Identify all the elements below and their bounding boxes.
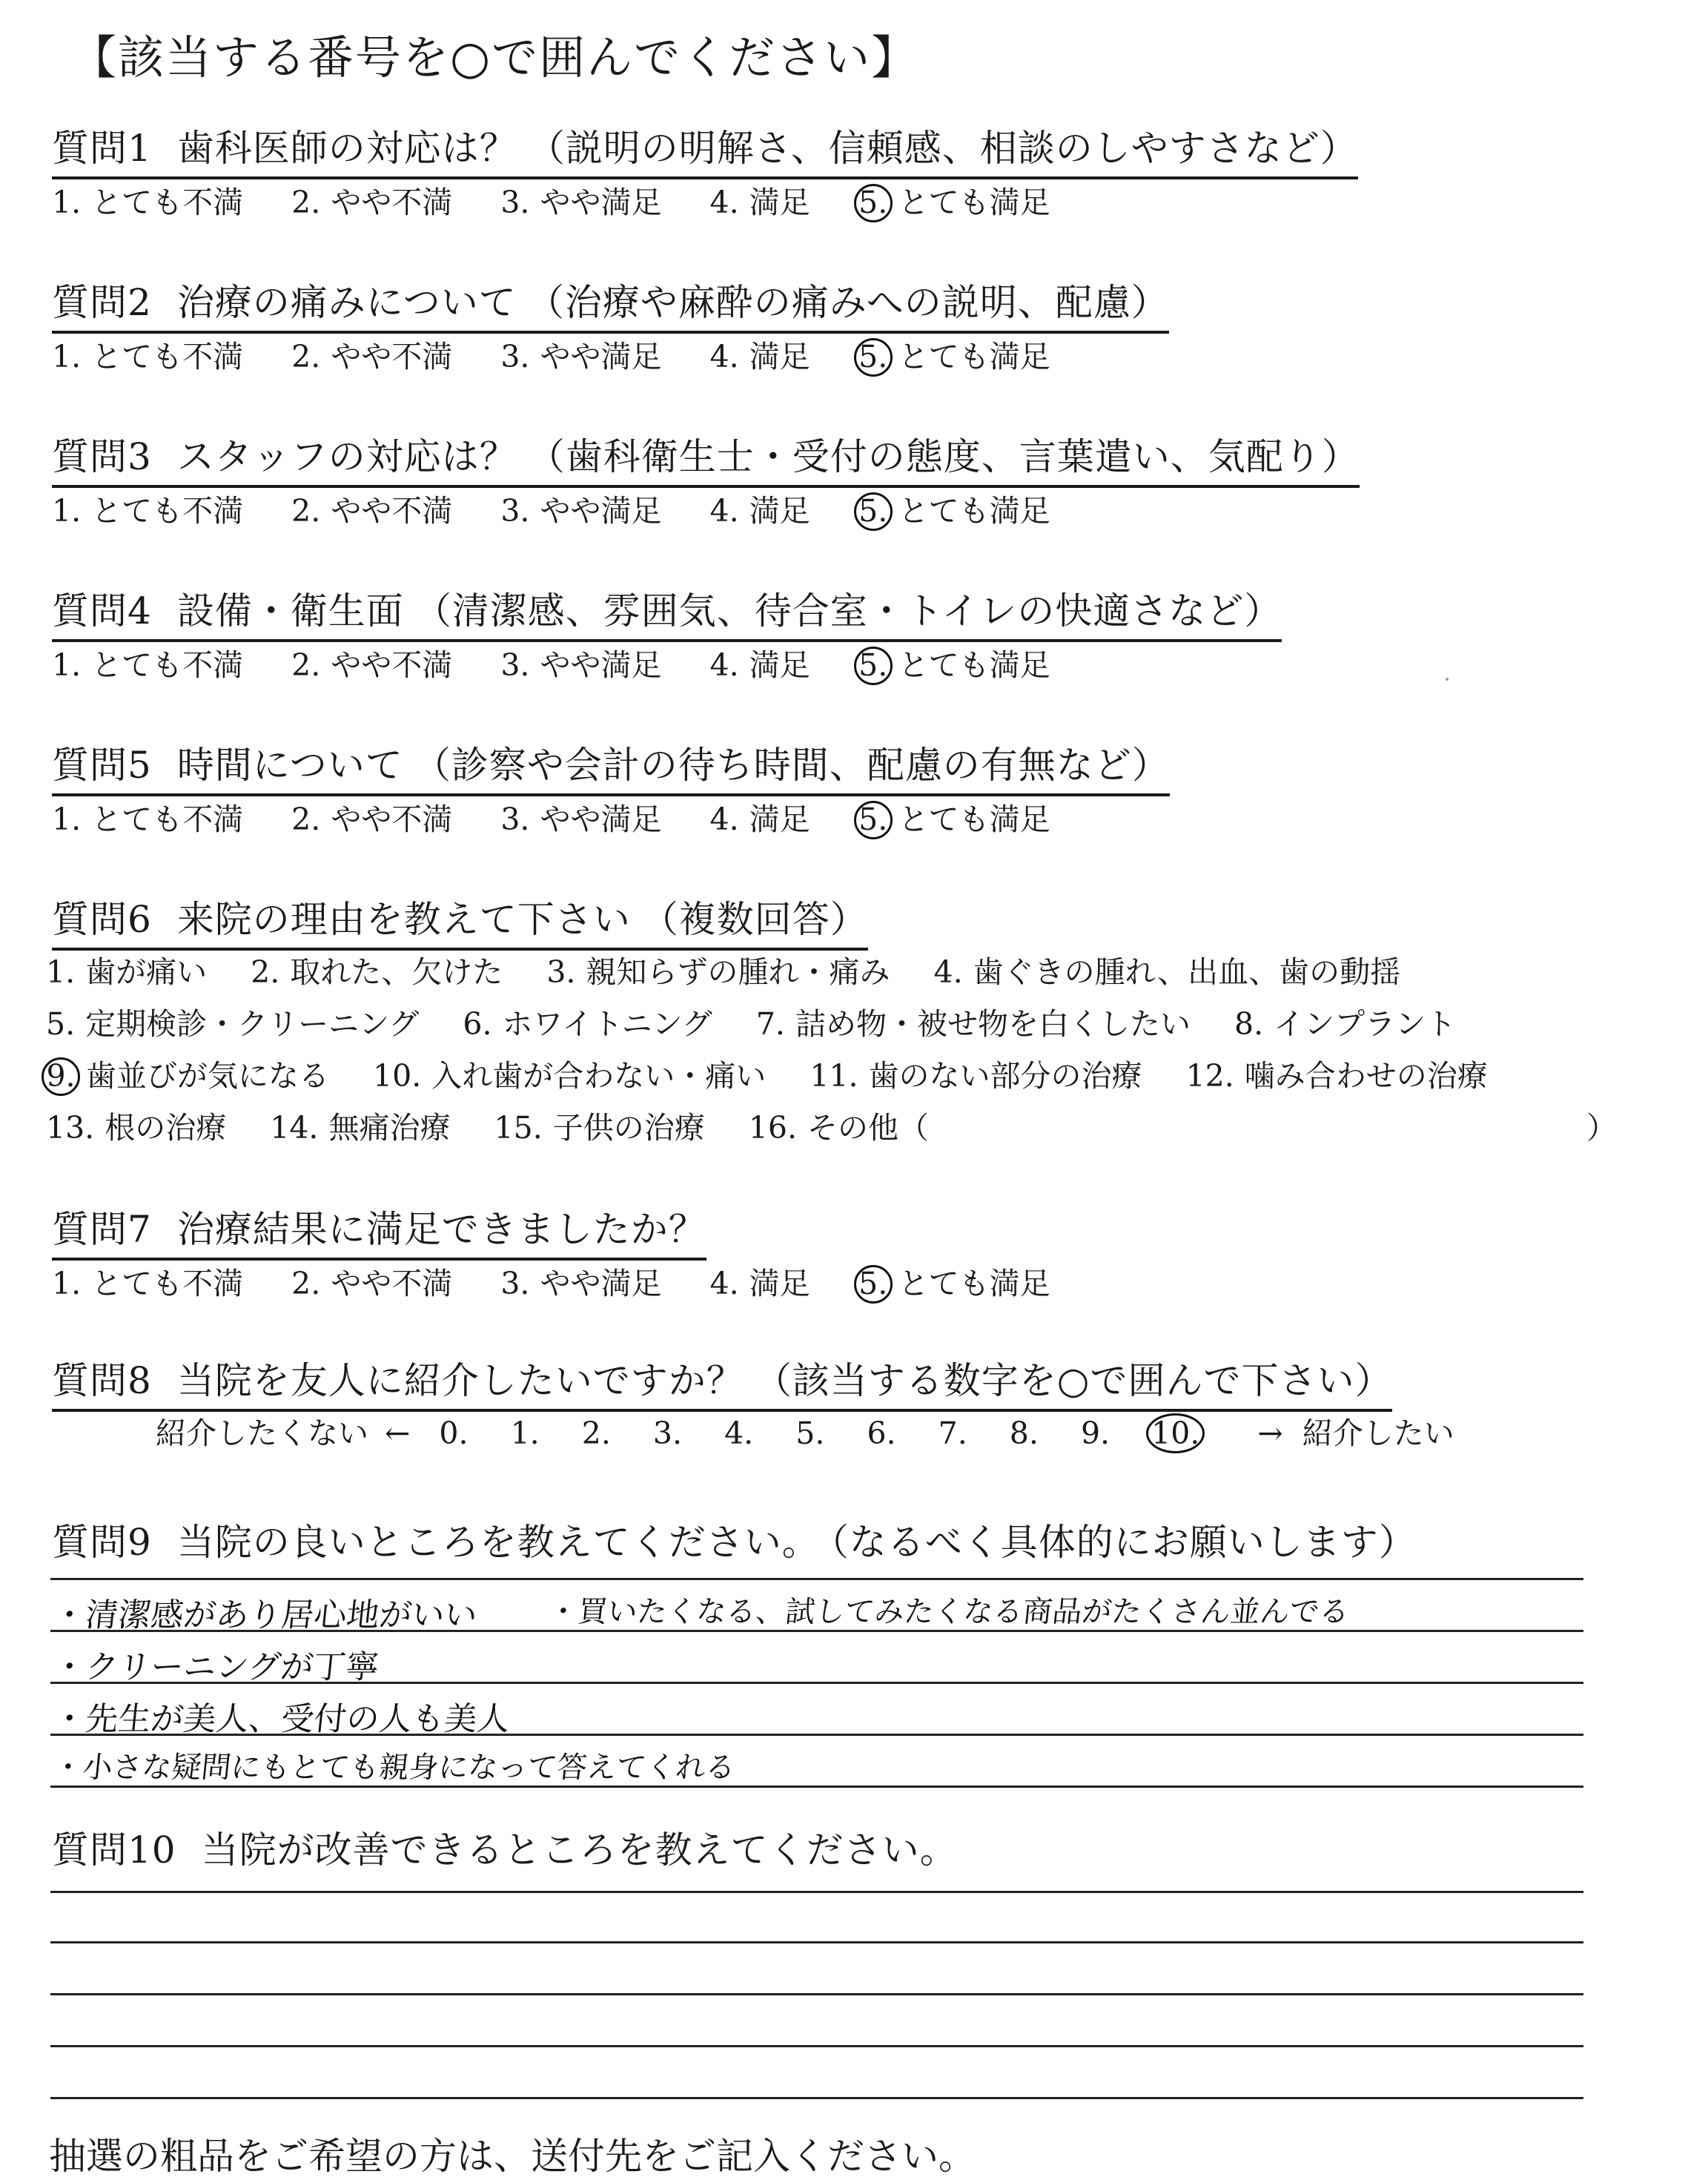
handwritten-answer: ・小さな疑問にもとても親身になって答えてくれる	[51, 1751, 738, 1785]
reason-option[interactable]: 8. インプラント	[1234, 1006, 1457, 1042]
option-2[interactable]: 2. やや不満	[291, 647, 453, 683]
scale-value[interactable]: 8.	[1009, 1416, 1039, 1451]
question-note: （説明の明解さ、信頼感、相談のしやすさなど）	[527, 127, 1358, 170]
option-4[interactable]: 4. 満足	[709, 647, 810, 683]
circle-mark: 5.	[854, 1265, 893, 1304]
question-number: 質問10	[52, 1829, 176, 1872]
option-1[interactable]: 1. とても不満	[52, 339, 244, 374]
question-1	[52, 119, 1358, 179]
question-text: 治療の痛みについて	[176, 281, 517, 324]
question-text: 時間について	[176, 744, 403, 787]
handwritten-answer: ・先生が美人、受付の人も美人	[50, 1700, 512, 1738]
option-4[interactable]: 4. 満足	[709, 339, 810, 374]
option-2[interactable]: 2. やや不満	[291, 493, 453, 529]
answer-options-2	[52, 332, 1089, 377]
reason-option[interactable]: 1. 歯が痛い	[46, 954, 208, 990]
right-arrow-icon: →	[1257, 1416, 1283, 1451]
answer-line	[50, 1993, 1583, 1995]
question-4	[52, 581, 1282, 642]
question-note: （治療や麻酔の痛みへの説明、配慮）	[526, 281, 1169, 324]
question-number: 質問2	[52, 281, 152, 324]
circle-mark: 5.	[854, 184, 893, 222]
question-number: 質問4	[52, 589, 152, 632]
question-note: （診察や会計の待ち時間、配慮の有無など）	[413, 744, 1170, 787]
reason-row-1	[46, 946, 1522, 998]
answer-line	[50, 2097, 1583, 2099]
reason-option[interactable]: 14. 無痛治療	[270, 1110, 451, 1146]
question-8	[52, 1351, 1392, 1412]
reason-option[interactable]: 13. 根の治療	[46, 1110, 227, 1146]
option-5-selected[interactable]: 5. とても満足	[858, 1259, 1050, 1304]
option-5-selected[interactable]: 5. とても満足	[858, 332, 1050, 377]
scale-value-selected[interactable]: 10.	[1146, 1413, 1205, 1453]
reason-option[interactable]: 2. 取れた、欠けた	[251, 954, 503, 990]
option-5-selected[interactable]: 5. とても満足	[858, 641, 1050, 685]
question-9	[52, 1513, 1417, 1570]
scale-value[interactable]: 1.	[510, 1416, 540, 1451]
reason-option[interactable]: 3. 親知らずの腫れ・痛み	[546, 954, 890, 990]
circle-mark: 5.	[854, 338, 893, 377]
other-close-paren: ）	[1586, 1110, 1617, 1146]
option-2[interactable]: 2. やや不満	[291, 339, 453, 374]
question-text: 設備・衛生面	[176, 589, 404, 632]
question-text: スタッフの対応は？	[176, 435, 517, 478]
question-note: （該当する数字を○で囲んで下さい）	[754, 1359, 1393, 1402]
answer-line	[50, 1891, 1583, 1893]
option-3[interactable]: 3. やや満足	[500, 647, 662, 683]
reason-row-3	[46, 1050, 1522, 1102]
reason-option-selected[interactable]: 9. 歯並びが気になる	[46, 1050, 329, 1102]
question-number: 質問1	[52, 127, 152, 170]
handwritten-answer: ・クリーニングが丁寧	[50, 1648, 381, 1686]
answer-options-5	[52, 795, 1089, 839]
circle-mark: 5.	[854, 801, 893, 839]
option-3[interactable]: 3. やや満足	[500, 1266, 662, 1301]
question-note: （清潔感、雰囲気、待合室・トイレの快適さなど）	[414, 589, 1282, 632]
option-3[interactable]: 3. やや満足	[500, 493, 662, 529]
circle-mark: 9.	[42, 1057, 80, 1096]
question-note: （複数回答）	[640, 898, 868, 941]
footer-note: 抽選の粗品をご希望の方は、送付先をご記入ください。	[49, 2135, 976, 2178]
handwritten-answer: ・清潔感があり居心地がいい	[50, 1596, 480, 1634]
handwritten-answer: ・買いたくなる、試してみたくなる商品がたくさん並んでる	[546, 1595, 1351, 1629]
option-3[interactable]: 3. やや満足	[500, 185, 662, 220]
reason-option[interactable]: 5. 定期検診・クリーニング	[46, 1006, 420, 1042]
question-7	[52, 1200, 706, 1261]
option-1[interactable]: 1. とても不満	[52, 647, 244, 683]
option-5-selected[interactable]: 5. とても満足	[858, 178, 1050, 222]
scale-value[interactable]: 6.	[867, 1416, 896, 1451]
scale-value[interactable]: 0.	[439, 1416, 469, 1451]
question-text: 当院の良いところを教えてください。	[176, 1521, 820, 1564]
reason-row-2	[46, 998, 1522, 1050]
scale-right-label: 紹介したい	[1302, 1416, 1454, 1451]
circle-mark: 5.	[854, 647, 893, 685]
question-text: 当院が改善できるところを教えてください。	[201, 1829, 958, 1872]
question-number: 質問7	[52, 1208, 152, 1251]
reason-option[interactable]: 4. 歯ぐきの腫れ、出血、歯の動揺	[933, 954, 1401, 990]
question-10	[52, 1820, 958, 1878]
reason-option[interactable]: 6. ホワイトニング	[463, 1006, 712, 1042]
question-number: 質問5	[52, 744, 152, 787]
answer-line	[50, 1941, 1583, 1943]
question-6	[52, 890, 868, 951]
answer-options-7	[52, 1259, 1089, 1304]
reason-option[interactable]: 7. 詰め物・被せ物を白くしたい	[755, 1006, 1191, 1042]
answer-line	[50, 1578, 1583, 1580]
reason-row-4	[46, 1102, 1522, 1154]
recommend-scale	[156, 1409, 1454, 1453]
option-1[interactable]: 1. とても不満	[52, 802, 244, 837]
question-number: 質問9	[52, 1521, 152, 1564]
scale-value[interactable]: 5.	[795, 1416, 825, 1451]
option-4[interactable]: 4. 満足	[709, 185, 810, 220]
option-5-selected[interactable]: 5. とても満足	[858, 795, 1050, 839]
option-1[interactable]: 1. とても不満	[52, 1266, 244, 1301]
question-text: 当院を友人に紹介したいですか？	[176, 1359, 744, 1402]
option-2[interactable]: 2. やや不満	[291, 185, 453, 220]
answer-options-3	[52, 486, 1089, 531]
option-2[interactable]: 2. やや不満	[291, 1266, 453, 1301]
left-arrow-icon: ←	[385, 1416, 411, 1451]
page-title: 【該当する番号を○で囲んでください】	[70, 30, 919, 85]
option-4[interactable]: 4. 満足	[709, 802, 810, 837]
reason-option[interactable]: 15. 子供の治療	[494, 1110, 705, 1146]
question-note: （歯科衛生士・受付の態度、言葉遣い、気配り）	[527, 435, 1360, 478]
reason-options	[46, 946, 1522, 1154]
question-number: 質問3	[52, 435, 152, 478]
question-note: （なるべく具体的にお願いします）	[830, 1521, 1417, 1564]
question-5	[52, 736, 1170, 796]
question-text: 治療結果に満足できましたか？	[176, 1208, 706, 1251]
answer-options-1	[52, 178, 1089, 222]
question-text: 歯科医師の対応は？	[176, 127, 517, 170]
option-2[interactable]: 2. やや不満	[291, 802, 453, 837]
question-3	[52, 427, 1360, 488]
scale-value[interactable]: 7.	[938, 1416, 967, 1451]
answer-line	[50, 2045, 1583, 2047]
option-1[interactable]: 1. とても不満	[52, 185, 244, 220]
scale-left-label: 紹介したくない	[156, 1416, 368, 1451]
circle-mark: 5.	[854, 492, 893, 531]
scale-value[interactable]: 9.	[1080, 1416, 1110, 1451]
scale-value[interactable]: 4.	[724, 1416, 754, 1451]
question-number: 質問6	[52, 898, 152, 941]
option-5-selected[interactable]: 5. とても満足	[858, 486, 1050, 531]
option-4[interactable]: 4. 満足	[709, 1266, 810, 1301]
option-1[interactable]: 1. とても不満	[52, 493, 244, 529]
option-3[interactable]: 3. やや満足	[500, 802, 662, 837]
question-number: 質問8	[52, 1359, 152, 1402]
reason-option[interactable]: 10. 入れ歯が合わない・痛い	[373, 1058, 767, 1094]
reason-option[interactable]: 11. 歯のない部分の治療	[810, 1058, 1142, 1094]
stray-dot	[1446, 678, 1449, 681]
question-2	[52, 273, 1169, 334]
scale-value[interactable]: 2.	[581, 1416, 611, 1451]
reason-option-other[interactable]: 16. その他（	[748, 1110, 930, 1146]
option-4[interactable]: 4. 満足	[709, 493, 810, 529]
scale-value[interactable]: 3.	[652, 1416, 683, 1451]
question-text: 来院の理由を教えて下さい	[176, 898, 631, 941]
reason-option[interactable]: 12. 噛み合わせの治療	[1185, 1058, 1488, 1094]
answer-options-4	[52, 641, 1089, 685]
option-3[interactable]: 3. やや満足	[500, 339, 662, 374]
